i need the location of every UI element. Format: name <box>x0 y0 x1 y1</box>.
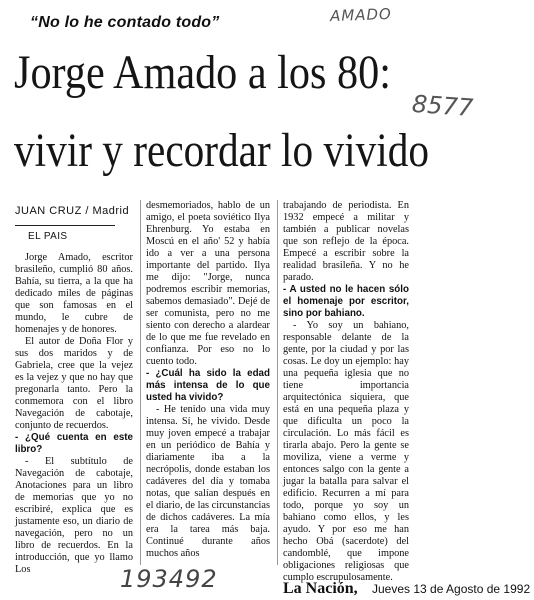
article-paragraph: Jorge Amado, escritor brasileño, cumplió 80 años. Bahía, su tierra, a la que ha dedicado miles de páginas que son famosas en el mundo, le cubre de homenajes y de honores. <box>15 252 133 335</box>
byline-divider <box>15 225 115 226</box>
article-paragraph: trabajando de periodista. En 1932 empecé a militar y también a publicar novelas que son reflejo de la época. Empecé a escribir sobre la realidad brasileña. Y no he parado. <box>283 200 409 283</box>
article-column-1 <box>15 252 133 576</box>
handwritten-archive-number: 193492 <box>120 565 218 593</box>
interview-question: - A usted no le hacen sólo el homenaje por escritor, sino por bahiano. <box>283 284 409 319</box>
headline-line-2: vivir y recordar lo vivido <box>14 124 429 177</box>
interview-question: - ¿Cuál ha sido la edad más intensa de lo que usted ha vivido? <box>146 368 270 403</box>
article-column-2 <box>146 200 270 560</box>
byline: JUAN CRUZ / Madrid <box>15 205 130 217</box>
source-label: EL PAIS <box>28 231 68 242</box>
article-paragraph: - He tenido una vida muy intensa. Sí, he vivido. Desde muy joven empecé a trabajar en un periódico de Bahía y diariamente iba a la necrópolis, donde estaban los cadáveres del día y tomaba notas, que salían después en el diario, de las circunstancias de dichos cadáveres. La mía era la tarea más baja. Continué durante años muchos años <box>146 404 270 559</box>
article-column-3 <box>283 200 409 584</box>
column-divider <box>277 200 278 565</box>
handwritten-name-annotation: AMADO <box>329 4 393 26</box>
publication-date: Jueves 13 de Agosto de 1992 <box>372 582 531 596</box>
column-divider <box>140 200 141 565</box>
article-paragraph: - El subtítulo de Navegación de cabotaje, Anotaciones para un libro de memorias que yo no escribiré, explica que es justamente eso, un diario de navegación, pero no un libro de recuerdos. En la introducción, que yo llamo Los <box>15 456 133 575</box>
article-paragraph: El autor de Doña Flor y sus dos maridos y de Gabriela, cree que la vejez es la vejez y que no hay que pregonarla tanto. Pero la conmemora con el libro Navegación de cabotaje, conjunto de recuerdos. <box>15 336 133 431</box>
headline-line-1: Jorge Amado a los 80: <box>14 46 392 99</box>
article-kicker: “No lo he contado todo” <box>30 14 220 31</box>
article-paragraph: desmemoriados, hablo de un amigo, el poeta soviético Ilya Ehrenburg. Yo estaba en Moscú en el año' 52 y había ido a ver a una persona importante del partido. Ilya me dijo: "Jorge, nunca podremos escribir memorias, sabemos demasiado". Dejé de ser comunista, pero no me siento con derecho a alardear de lo que me fue revelado en confianza. Por eso no lo cuento todo. <box>146 200 270 367</box>
interview-question: - ¿Qué cuenta en este libro? <box>15 432 133 455</box>
handwritten-code-annotation: 8577 <box>411 89 474 123</box>
article-paragraph: - Yo soy un bahiano, responsable delante de la gente, por la ciudad y por las cosas. Le doy un ejemplo: hay una pequeña iglesia que no tiene importancia arquitectónica siquiera, que está en una pequeña plaza y que dificulta un poco la circulación. Lo más fácil es tirarla abajo. Pero la gente se moviliza, viene a verme y entonces salgo con la gente a jugar la batalla para salvar el edificio. Recurren a mí para todo, porque yo soy un bahiano como ellos, y les ayudo. Y por eso me han hecho Obá (sacerdote) del candomblé, que impone obligaciones religiosas que cumplo escrupulosamente. <box>283 320 409 583</box>
newspaper-name: La Nación, <box>283 580 358 597</box>
